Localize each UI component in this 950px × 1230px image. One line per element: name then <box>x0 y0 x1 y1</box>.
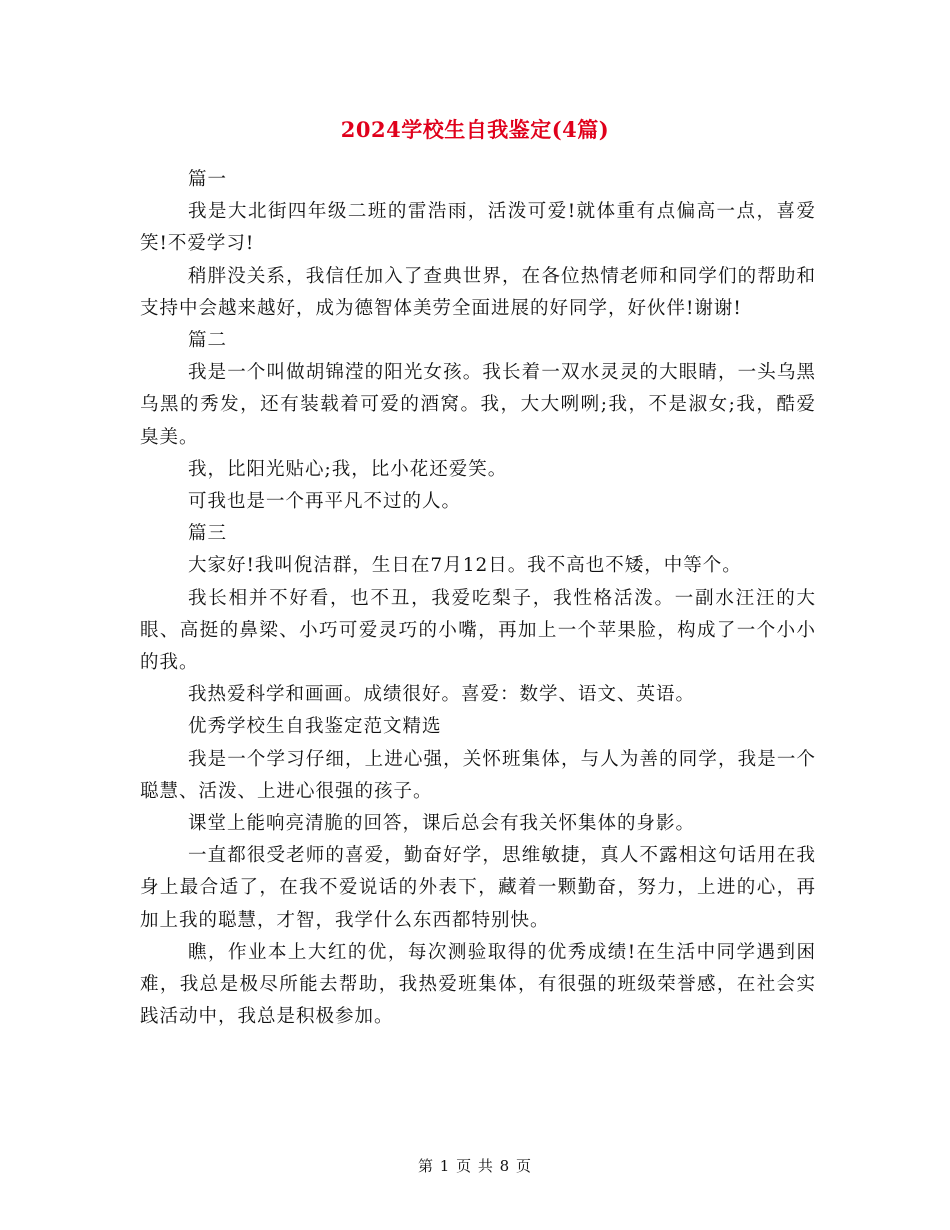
paragraph: 一直都很受老师的喜爱，勤奋好学，思维敏捷，真人不露相这句话用在我身上最合适了，在我不爱说话的外表下，藏着一颗勤奋，努力，上进的心，再加上我的聪慧，才智，我学什么东西都特别快。 <box>140 845 816 931</box>
paragraph: 篇二 <box>188 330 228 352</box>
paragraph: 可我也是一个再平凡不过的人。 <box>188 491 462 513</box>
paragraph: 篇三 <box>188 523 228 545</box>
paragraph: 稍胖没关系，我信任加入了查典世界，在各位热情老师和同学们的帮助和支持中会越来越好，成为德智体美劳全面进展的好同学，好伙伴!谢谢! <box>140 265 816 319</box>
document-body <box>140 164 816 1033</box>
paragraph: 大家好!我叫倪洁群，生日在7月12日。我不高也不矮，中等个。 <box>188 555 742 577</box>
paragraph: 瞧，作业本上大红的优，每次测验取得的优秀成绩!在生活中同学遇到困难，我总是极尽所能去帮助，我热爱班集体，有很强的班级荣誉感，在社会实践活动中，我总是积极参加。 <box>140 941 816 1028</box>
paragraph: 课堂上能响亮清脆的回答，课后总会有我关怀集体的身影。 <box>188 813 696 835</box>
paragraph: 优秀学校生自我鉴定范文精选 <box>188 716 442 738</box>
paragraph: 我长相并不好看，也不丑，我爱吃梨子，我性格活泼。一副水汪汪的大眼、高挺的鼻梁、小巧可爱灵巧的小嘴，再加上一个苹果脸，构成了一个小小的我。 <box>140 587 816 674</box>
paragraph: 我是一个叫做胡锦滢的阳光女孩。我长着一双水灵灵的大眼睛，一头乌黑乌黑的秀发，还有装载着可爱的酒窝。我，大大咧咧;我，不是淑女;我，酷爱臭美。 <box>140 362 816 448</box>
paragraph: 我热爱科学和画画。成绩很好。喜爱：数学、语文、英语。 <box>188 684 696 706</box>
paragraph: 篇一 <box>188 169 228 190</box>
paragraph: 我，比阳光贴心;我，比小花还爱笑。 <box>188 458 508 480</box>
page-footer: 第 1 页 共 8 页 <box>418 1157 532 1175</box>
paragraph: 我是大北街四年级二班的雷浩雨，活泼可爱!就体重有点偏高一点，喜爱笑!不爱学习! <box>140 201 816 255</box>
document-title: 2024学校生自我鉴定(4篇) <box>340 117 610 142</box>
paragraph: 我是一个学习仔细，上进心强，关怀班集体，与人为善的同学，我是一个聪慧、活泼、上进心很强的孩子。 <box>140 748 816 802</box>
